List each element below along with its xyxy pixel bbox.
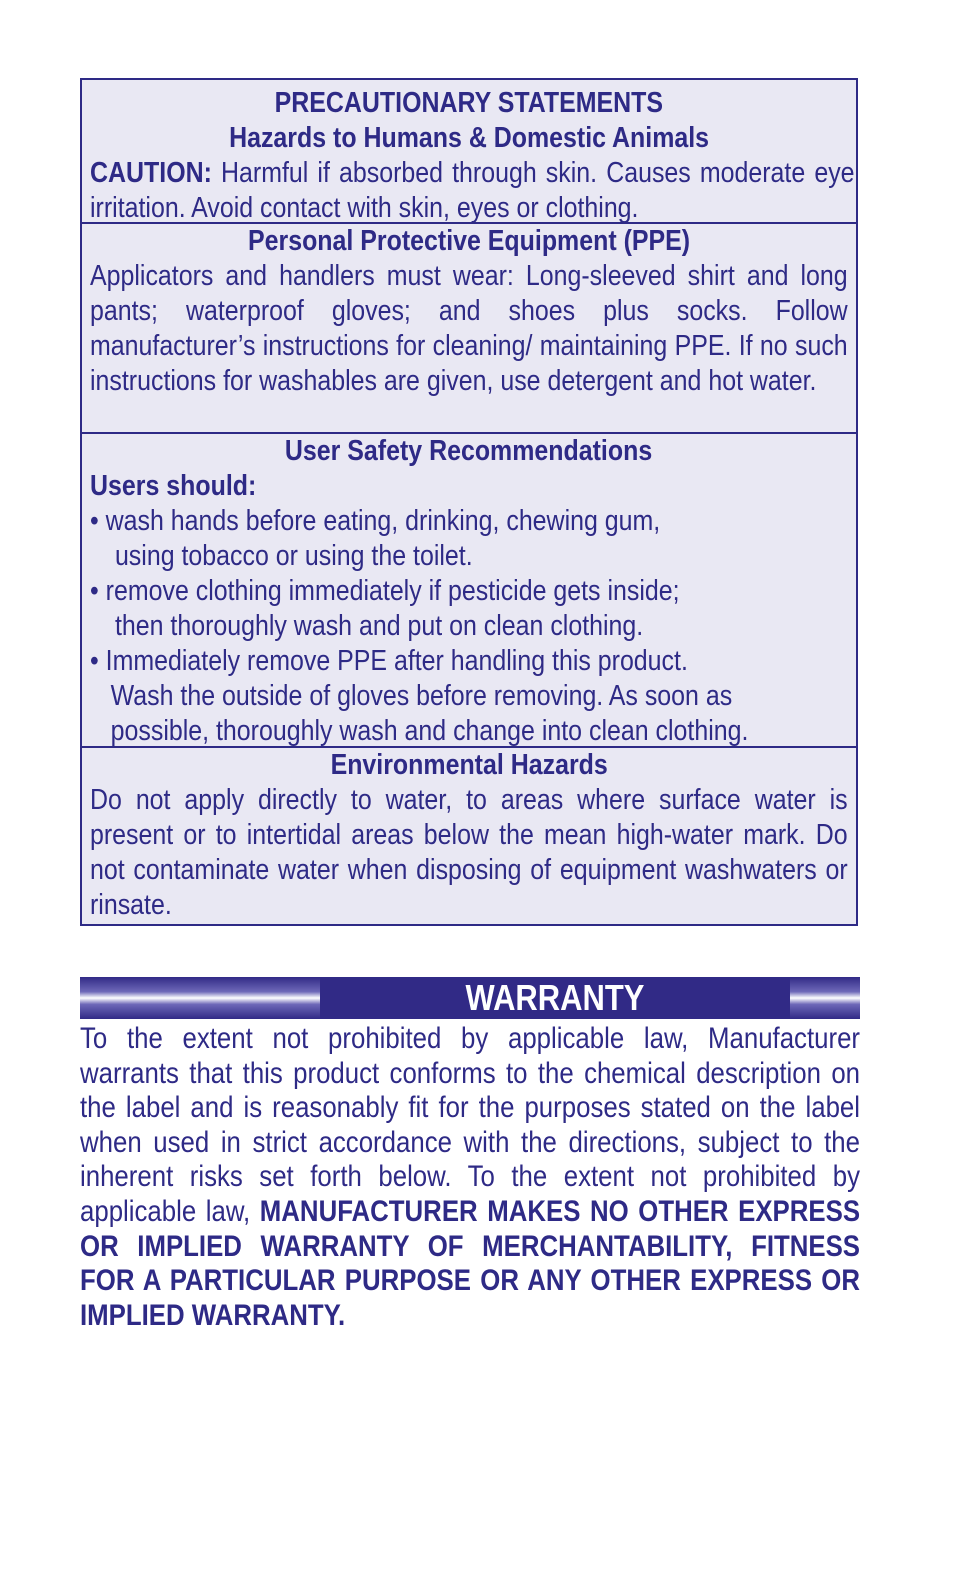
environmental-section [82,748,856,924]
warranty-text [80,1022,860,1333]
warranty-body: To the extent not prohibited by applicable law, Manufacturer warrants that this product conforms to the chemical description on the label and is reasonably fit for the purposes stated on the label when used in strict accordance with the directions, subject to the inherent risks set forth below. To the extent not prohibited by applicable law, [80,1022,861,1228]
safety-bullet-list [90,504,848,749]
ppe-section [82,224,856,434]
precautionary-section [82,80,856,224]
precautionary-title: PRECAUTIONARY STATEMENTS [274,87,664,119]
users-should-label: Users should: [90,470,257,502]
caution-text: Harmful if absorbed through skin. Causes moderate eye irritation. Avoid contact with skin, eyes or clothing. [90,157,855,224]
ppe-title: Personal Protective Equipment (PPE) [247,225,691,257]
caution-statement [90,156,855,226]
user-safety-section [82,434,856,748]
environmental-text: Do not apply directly to water, to areas where surface water is present or to intertidal areas below the mean high-water mark. Do not contaminate water when disposing of equipment washwaters or rinsate. [90,784,848,921]
precautionary-statements-box [80,78,858,926]
safety-bullet-2: • remove clothing immediately if pesticide gets inside; then thoroughly wash and put on clean clothing. [90,575,680,642]
ppe-text: Applicators and handlers must wear: Long-sleeved shirt and long pants; waterproof gloves; and shoes plus socks. Follow manufacturer’s instructions for cleaning/ maintaining PPE. If no such instructions for washables are given, use detergent and hot water. [90,260,848,397]
safety-bullet-1: • wash hands before eating, drinking, chewing gum, using tobacco or using the toilet. [90,505,661,572]
hazards-subtitle: Hazards to Humans & Domestic Animals [229,122,709,154]
warranty-title: WARRANTY [320,977,790,1019]
user-safety-title: User Safety Recommendations [285,435,653,467]
warranty-header-bar [80,977,860,1019]
warranty-disclaimer: MANUFACTURER MAKES NO OTHER EXPRESS OR IMPLIED WARRANTY OF MERCHANTABILITY, FITNESS FOR A PARTICULAR PURPOSE OR ANY OTHER EXPRESS OR IMPLIED WARRANTY. [80,1194,861,1332]
environmental-title: Environmental Hazards [330,749,608,781]
safety-bullet-3: • Immediately remove PPE after handling this product. Wash the outside of gloves before removing. As soon as possible, thoroughly wash and change into clean clothing. [90,645,749,747]
caution-label: CAUTION: [90,157,212,189]
